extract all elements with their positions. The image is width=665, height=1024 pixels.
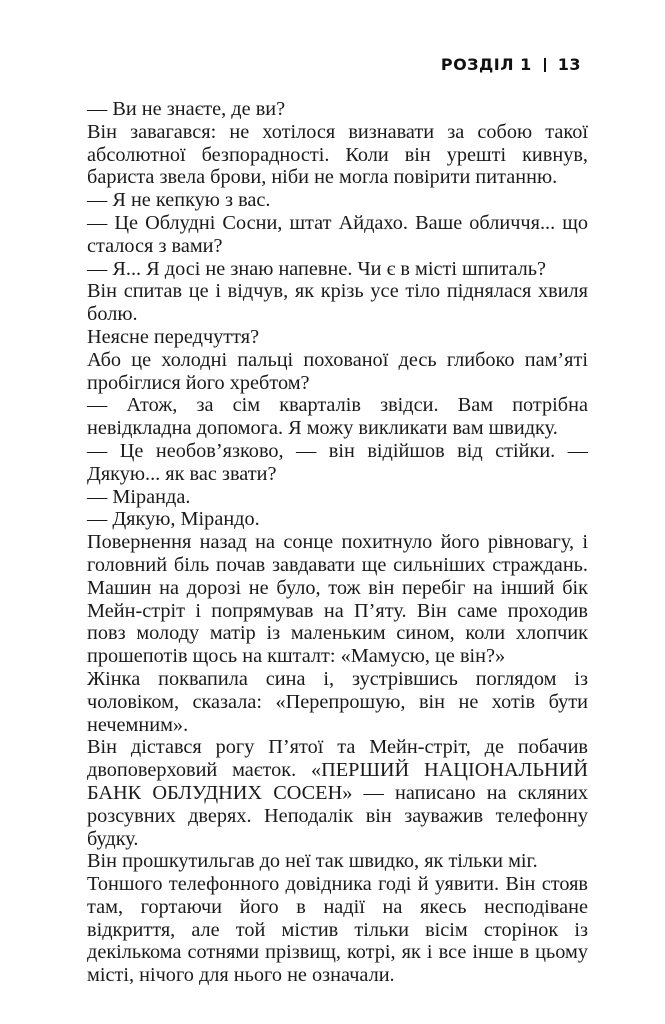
- header-separator: [544, 58, 546, 72]
- paragraph: — Міранда.: [87, 485, 191, 508]
- paragraph: — Це необов’язково, — він відійшов від стійки. — Дякую... як вас звати?: [87, 439, 588, 485]
- paragraph: Він дістався рогу П’ятої та Мейн-стріт, де побачив двоповерховий маєток. «ПЕРШИЙ НАЦІОНАЛЬНИЙ БАНК ОБЛУДНИХ СОСЕН» — написано на скляних розсувних дверях. Неподалік він зауважив телефонну будку.: [87, 736, 588, 850]
- paragraph: Він спитав це і відчув, як крізь усе тіло піднялася хвиля болю.: [87, 280, 588, 326]
- body-text: [87, 98, 588, 987]
- page-number: 13: [557, 55, 581, 74]
- paragraph: Він прошкутильгав до неї так швидко, як тільки міг.: [87, 850, 538, 873]
- paragraph: Неясне передчуття?: [87, 325, 260, 348]
- paragraph: Тоншого телефонного довідника годі й уявити. Він стояв там, гортаючи його в надії на якесь несподіване відкриття, але той містив тільки вісім сторінок із декількома сотнями прізвищ, котрі, як і все інше в цьому місті, нічого для нього не означали.: [87, 873, 588, 987]
- chapter-label: РОЗДІЛ 1: [440, 55, 532, 74]
- paragraph: Він завагався: не хотілося визнавати за собою такої абсолютної безпорадності. Коли він урешті кивнув, бариста звела брови, ніби не могла повірити питанню.: [87, 120, 588, 189]
- paragraph: — Я... Я досі не знаю напевне. Чи є в місті шпиталь?: [87, 257, 547, 280]
- paragraph: Повернення назад на сонце похитнуло його рівновагу, і головний біль почав завдавати ще сильніших страждань. Машин на дорозі не було, тож він перебіг на інший бік Мейн-стріт і попрямував на П’яту. Він саме проходив повз молоду матір із маленьким сином, коли хлопчик прошепотів щось на кшталт: «Мамусю, це він?»: [87, 531, 588, 668]
- paragraph: — Дякую, Мірандо.: [87, 508, 260, 531]
- paragraph: — Ви не знаєте, де ви?: [87, 98, 286, 120]
- paragraph: — Я не кепкую з вас.: [87, 189, 271, 212]
- paragraph: — Це Облудні Сосни, штат Айдахо. Ваше обличчя... що сталося з вами?: [87, 211, 588, 257]
- paragraph: Жінка поквапила сина і, зустрівшись поглядом із чоловіком, сказала: «Перепрошую, він не хотів бути нечемним».: [87, 667, 588, 736]
- paragraph: — Атож, за сім кварталів звідси. Вам потрібна невідкладна допомога. Я можу викликати вам швидку.: [87, 394, 588, 440]
- running-header: [441, 55, 581, 74]
- paragraph: Або це холодні пальці похованої десь глибоко пам’яті пробіглися його хребтом?: [87, 348, 588, 394]
